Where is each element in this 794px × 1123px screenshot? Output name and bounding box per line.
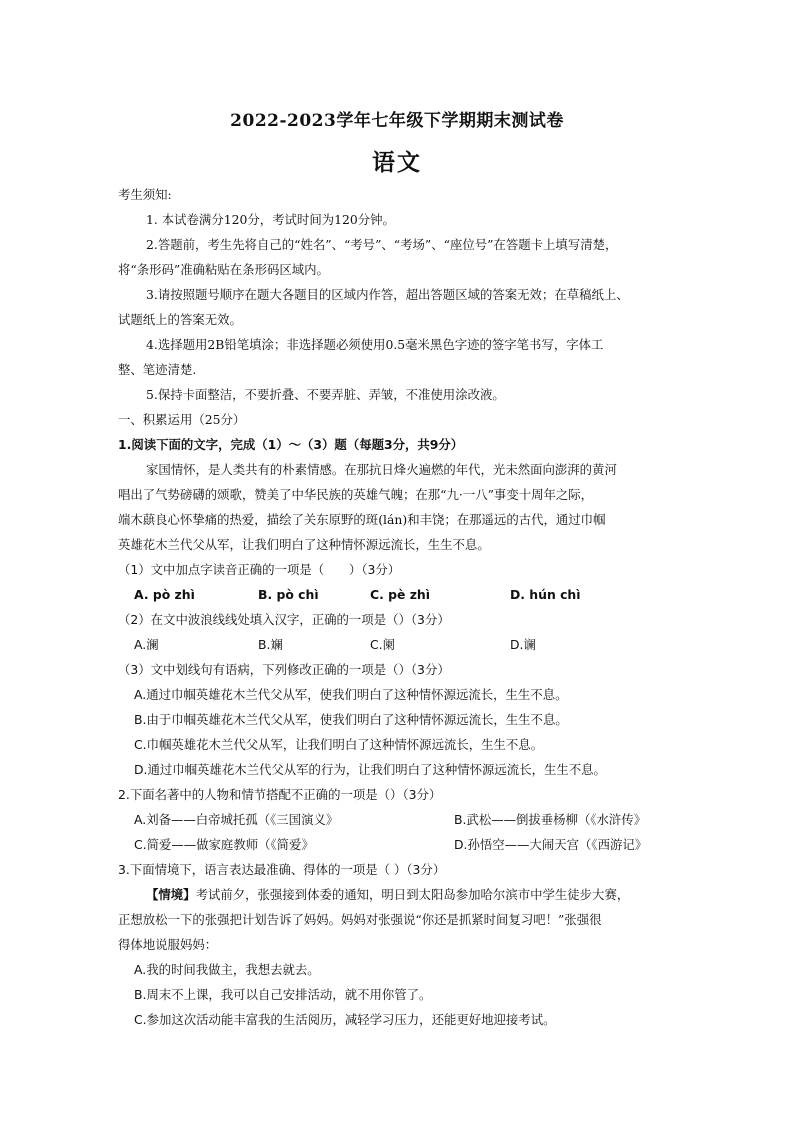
option-d[interactable]: D. hún chì	[510, 587, 581, 602]
situation-line	[118, 882, 678, 907]
option-c[interactable]: C. pè zhì	[370, 587, 430, 602]
option-a[interactable]: A. pò zhì	[134, 587, 195, 602]
option-a[interactable]: A.我的时间我做主，我想去就去。	[134, 962, 320, 977]
sub-question-3: （3）文中划线句有语病，下列修改正确的一项是（）（3分）	[118, 662, 450, 677]
option-a[interactable]: A.通过巾帼英雄花木兰代父从军，使我们明白了这种情怀源远流长，生生不息。	[134, 687, 568, 702]
question-2-options-row-2	[118, 832, 678, 857]
notice-item: 4.选择题用2B铅笔填涂；非选择题必须使用0.5毫米黑色字迹的签字笔书写，字体工	[146, 337, 604, 352]
subject-title: 语文	[372, 149, 422, 176]
notice-item: 整、笔迹清楚.	[118, 362, 197, 377]
option-b[interactable]: B.周末不上课，我可以自己安排活动，就不用你管了。	[134, 987, 432, 1002]
option-b[interactable]: B.斓	[258, 637, 283, 652]
sub-question-1-options	[118, 582, 678, 607]
exam-title: 2022-2023学年七年级下学期期末测试卷	[230, 111, 564, 131]
question-3-stem: 3.下面情境下，语言表达最准确、得体的一项是（ ）（3分）	[118, 862, 446, 877]
option-d[interactable]: D.孙悟空——大闹天宫（《西游记》	[454, 837, 648, 852]
exam-body	[118, 182, 678, 1032]
notice-item: 1. 本试卷满分120分，考试时间为120分钟。	[146, 212, 395, 227]
passage-line: 端木蕻良心怀挚痛的热爱，描绘了关东原野的斑(lán)和丰饶；在那遥远的古代，通过巾帼	[118, 512, 606, 527]
passage-line: 英雄花木兰代父从军，让我们明白了这种情怀源远流长，生生不息。	[118, 537, 490, 552]
passage-line: 唱出了气势磅礴的颂歌，赞美了中华民族的英雄气魄；在那“九·一八”事变十周年之际，	[118, 487, 594, 502]
sub-question-2: （2）在文中波浪线线处填入汉字，正确的一项是（）（3分）	[118, 612, 450, 627]
notice-item: 试题纸上的答案无效。	[118, 312, 242, 327]
sub-question-2-options	[118, 632, 678, 657]
notice-item: 2.答题前，考生先将自己的“姓名”、“考号”、“考场”、“座位号”在答题卡上填写清楚，	[146, 237, 618, 252]
option-b[interactable]: B.由于巾帼英雄花木兰代父从军，使我们明白了这种情怀源远流长，生生不息。	[134, 712, 568, 727]
notice-item: 3.请按照题号顺序在题大各题目的区域内作答，超出答题区域的答案无效；在草稿纸上、	[146, 287, 629, 302]
situation-text: 考试前夕，张强接到体委的通知，明日到太阳岛参加哈尔滨市中学生徒步大赛，	[195, 887, 630, 902]
option-b[interactable]: B.武松——倒拔垂杨柳（《水浒传》	[454, 812, 647, 827]
option-d[interactable]: D.通过巾帼英雄花木兰代父从军的行为，让我们明白了这种情怀源远流长，生生不息。	[134, 762, 606, 777]
question-2-stem: 2.下面名著中的人物和情节搭配不正确的一项是（）（3分）	[118, 787, 442, 802]
situation-line: 正想放松一下的张强把计划告诉了妈妈。妈妈对张强说“你还是抓紧时间复习吧！”张强很	[118, 912, 602, 927]
option-a[interactable]: A.澜	[134, 637, 159, 652]
notice-item: 5.保持卡面整洁，不要折叠、不要弄脏、弄皱，不准使用涂改液。	[146, 387, 505, 402]
option-c[interactable]: C.参加这次活动能丰富我的生活阅历，减轻学习压力，还能更好地迎接考试。	[134, 1012, 556, 1027]
option-a[interactable]: A.刘备——白帝城托孤（《三国演义》	[134, 812, 339, 827]
situation-label: 【情境】	[146, 887, 196, 902]
notice-heading: 考生须知:	[118, 187, 172, 202]
situation-line: 得体地说服妈妈：	[118, 937, 218, 952]
section-heading: 一、积累运用（25分）	[118, 412, 246, 427]
option-d[interactable]: D.谰	[510, 637, 536, 652]
option-c[interactable]: C.简爱——做家庭教师（《简爱》	[134, 837, 314, 852]
option-b[interactable]: B. pò chì	[258, 587, 319, 602]
notice-item: 将“条形码”准确粘贴在条形码区域内。	[118, 262, 329, 277]
passage-line: 家国情怀，是人类共有的朴素情感。在那抗日烽火遍燃的年代，光未然面向澎湃的黄河	[146, 462, 617, 477]
option-c[interactable]: C.巾帼英雄花木兰代父从军，让我们明白了这种情怀源远流长，生生不息。	[134, 737, 544, 752]
sub-question-1: （1）文中加点字读音正确的一项是（ ）（3分）	[118, 562, 401, 577]
question-2-options-row-1	[118, 807, 678, 832]
option-c[interactable]: C.阑	[370, 637, 395, 652]
question-1-stem: 1.阅读下面的文字，完成（1）～（3）题（每题3分，共9分）	[118, 437, 464, 452]
